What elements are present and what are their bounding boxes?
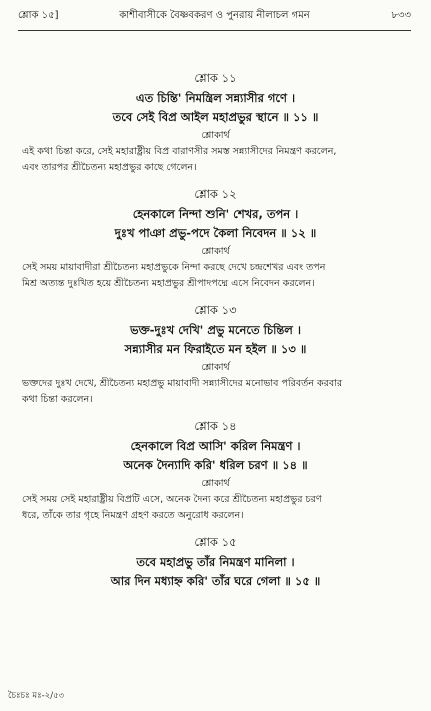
translation-text [22, 376, 409, 407]
verse-line: অনেক দৈন্যাদি করি' ধরিল চরণ ॥ ১৪ ॥ [123, 458, 308, 472]
translation-line: এই কথা চিন্তা করে, সেই মহারাষ্ট্রীয় বিপ্র বারাণসীর সমস্ত সন্ন্যাসীদের নিমন্ত্রণ করলেন, [22, 146, 337, 157]
translation-line: এবং তারপর শ্রীচৈতন্য মহাপ্রভুর কাছে গেলেন। [22, 161, 197, 173]
running-header [18, 7, 411, 25]
verse-line: হেনকালে বিপ্র আসি' করিল নিমন্ত্রণ । [130, 439, 301, 453]
translation-line: সেই সময় মায়াবাদীরা শ্রীচৈতন্য মহাপ্রভুকে নিন্দা করছে দেখে চন্দ্রশেখর এবং তপন [22, 262, 326, 273]
footer-signature: চৈঃচঃ মঃ-২/৫৩ [8, 691, 65, 701]
verse-heading: শ্লোক ১৫ [194, 535, 237, 549]
translation-line: ধরে, তাঁকে তার গৃহে নিমন্ত্রণ গ্রহণ করতে অনুরোধ করলেন। [22, 509, 244, 521]
verse-block-11 [22, 70, 409, 175]
verse-line: ভক্ত-দুঃখ দেখি' প্রভু মনেতে চিন্তিল । [130, 323, 301, 337]
translation-text [22, 144, 409, 175]
verse-line: দুঃখ পাঞা প্রভু-পদে কৈলা নিবেদন ॥ ১২ ॥ [114, 226, 317, 240]
verse-heading: শ্লোক ১৪ [194, 419, 237, 433]
translation-line: সেই সময় সেই মহারাষ্ট্রীয় বিপ্রটি এসে, অনেক দৈন্য করে শ্রীচৈতন্য মহাপ্রভুর চরণ [22, 494, 322, 505]
verse-line: তবে সেই বিপ্র আইল মহাপ্রভুর স্থানে ॥ ১১ ॥ [112, 110, 319, 124]
verse-heading: শ্লোক ১২ [194, 187, 237, 201]
verse-line: আর দিন মধ্যাহ্ন করি' তাঁর ঘরে গেলা ॥ ১৫ ॥ [110, 574, 321, 588]
verse-heading: শ্লোক ১১ [194, 71, 237, 85]
translation-label: শ্লোকার্থ [201, 478, 230, 489]
verse-heading: শ্লোক ১৩ [194, 303, 237, 317]
page-content [22, 70, 409, 602]
translation-label: শ্লোকার্থ [201, 246, 230, 257]
translation-label: শ্লোকার্থ [201, 130, 230, 141]
translation-line: ভক্তদের দুঃখ দেখে, শ্রীচৈতন্য মহাপ্রভু মায়াবাদী সন্ন্যাসীদের মনোভাব পরিবর্তন করবার [22, 378, 343, 389]
translation-line: কথা চিন্তা করলেন। [22, 393, 93, 405]
header-verse-ref: শ্লোক ১৫] [18, 10, 59, 21]
translation-text [22, 260, 409, 291]
verse-line: এত চিন্তি' নিমন্ত্রিল সন্ন্যাসীর গণে । [135, 91, 296, 105]
page-number: ৮৩৩ [391, 10, 411, 21]
header-rule [18, 30, 411, 31]
verse-block-14 [22, 418, 409, 523]
verse-line: সন্ন্যাসীর মন ফিরাইতে মন হইল ॥ ১৩ ॥ [124, 342, 307, 356]
translation-line: মিশ্র অত্যন্ত দুঃখিত হয়ে শ্রীচৈতন্য মহাপ্রভুর শ্রীপাদপদ্মে এসে নিবেদন করলেন। [22, 277, 315, 289]
translation-text [22, 492, 409, 523]
verse-block-12 [22, 186, 409, 291]
verse-block-13 [22, 302, 409, 407]
verse-block-15 [22, 534, 409, 591]
header-chapter-title: কাশীবাসীকে বৈষ্ণবকরণ ও পুনরায় নীলাচল গমন [119, 10, 310, 21]
translation-label: শ্লোকার্থ [201, 362, 230, 373]
verse-line: তবে মহাপ্রভু তাঁর নিমন্ত্রণ মানিলা । [136, 555, 295, 569]
verse-line: হেনকালে নিন্দা শুনি' শেখর, তপন । [132, 207, 299, 221]
